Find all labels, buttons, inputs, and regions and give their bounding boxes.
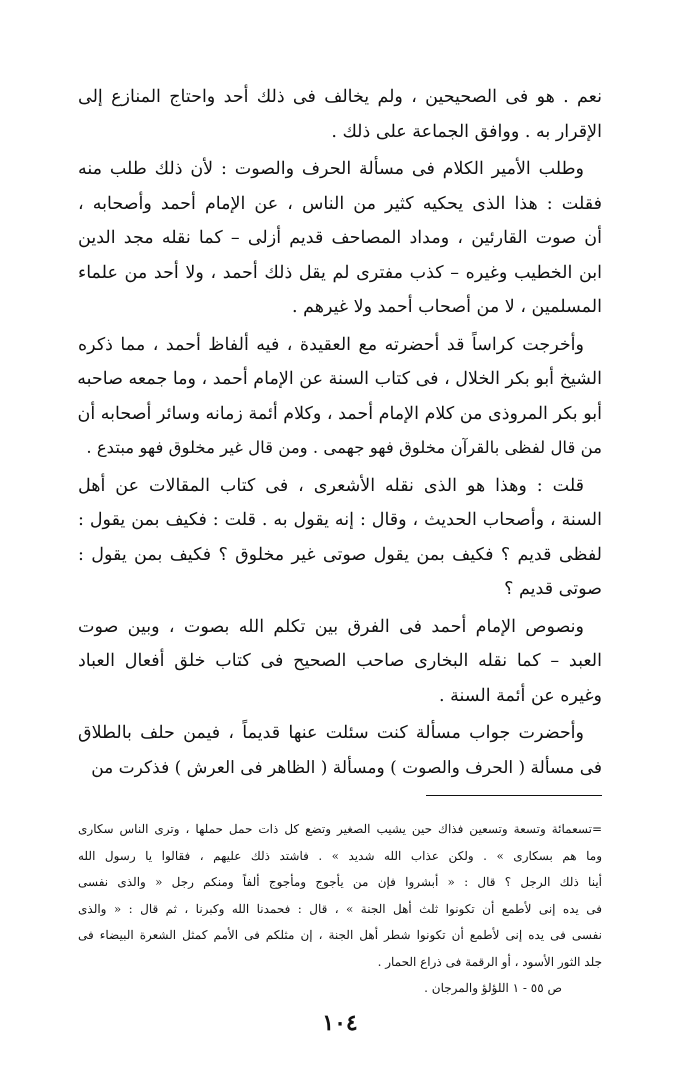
text-line: نعم . هو فى الصحيحين ، ولم يخالف فى ذلك أحد واحتاج المنازع إلى [78,87,602,107]
text-line: ابن الخطيب وغيره – كذب مفترى لم يقل ذلك أحمد ، ولا أحد من علماء [78,262,602,283]
footnote-line: أينا ذلك الرجل ؟ قال : « أبشروا فإن من يأجوج ومأجوج ألفاً ومنكم رجل « والذى نفسى [78,875,602,889]
text-line: وأخرجت كراساً قد أحضرته مع العقيدة ، فيه ألفاظ أحمد ، مما ذكره [78,334,584,355]
paragraph [78,152,602,325]
text-line: وطلب الأمير الكلام فى مسألة الحرف والصوت : لأن ذلك طلب منه [78,159,584,179]
footnote-source: ص ٥٥ - ١ اللؤلؤ والمرجان . [424,981,562,995]
text-line: ونصوص الإمام أحمد فى الفرق بين تكلم الله بصوت ، وبين صوت [78,616,584,637]
text-line: من قال لفظى بالقرآن مخلوق فهو جهمى . ومن قال غير مخلوق فهو مبتدع . [86,438,602,457]
text-line: الشيخ أبو بكر الخلال ، فى كتاب السنة عن الإمام أحمد ، وما جمعه صاحبه [77,369,602,389]
footnote-line: فى يده إنى لأطمع أن تكونوا ثلث أهل الجنة » ، قال : فحمدنا الله وكبرنا ، ثم قال : « والذى [78,901,602,916]
main-text [78,80,602,788]
footnote-line: نفسى فى يده إنى لأطمع أن تكونوا شطر أهل الجنة ، إن مثلكم فى الأمم كمثل الشعرة البيضاء فى [78,928,602,942]
text-line: المسلمين ، لا من أصحاب أحمد ولا غيرهم . [291,297,602,317]
text-line: وغيره عن أئمة السنة . [439,685,602,706]
text-line: أن صوت القارئين ، ومداد المصاحف قديم أزلى – كما نقله مجد الدين [78,228,602,248]
paragraph [78,469,602,607]
text-line: فقلت : هذا الذى يحكيه كثير من الناس ، عن الإمام أحمد وأصحابه ، [78,193,602,214]
paragraph [78,328,602,466]
text-line: صوتى قديم ؟ [504,579,602,599]
text-line: العبد – كما نقله البخارى صاحب الصحيح فى كتاب خلق أفعال العباد [78,651,602,671]
page-number: ١٠٤ [322,1010,358,1036]
footnote-line: جلد الثور الأسود ، أو الرقمة فى ذراع الحمار . [377,954,602,969]
text-line: لفظى قديم ؟ فكيف بمن يقول صوتى غير مخلوق ؟ فكيف بمن يقول : [78,544,603,565]
paragraph [78,80,602,149]
text-line: قلت : وهذا هو الذى نقله الأشعرى ، فى كتاب المقالات عن أهل [78,475,584,496]
text-line: الإقرار به . ووافق الجماعة على ذلك . [331,121,602,142]
text-line: فى مسألة ( الحرف والصوت ) ومسألة ( الظاهر فى العرش ) فذكرت من [91,757,602,778]
paragraph [78,610,602,714]
footnotes [78,816,602,1002]
footnote-line: =تسعمائة وتسعة وتسعين فذاك حين يشيب الصغير وتضع كل ذات حمل حملها ، وترى الناس سكارى [78,822,602,836]
text-line: السنة ، وأصحاب الحديث ، وقال : إنه يقول به . قلت : فكيف بمن يقول : [78,510,602,530]
paragraph [78,716,602,785]
text-line: وأحضرت جواب مسألة كنت سئلت عنها قديماً ، فيمن حلف بالطلاق [78,723,584,743]
footnote-line: وما هم بسكارى » . ولكن عذاب الله شديد » . فاشتد ذلك عليهم ، فقالوا يا رسول الله [78,848,602,863]
text-line: أبو بكر المروذى من كلام الإمام أحمد ، وكلام أئمة زمانه وسائر أصحابه أن [77,403,602,424]
footnote-divider [426,795,602,796]
